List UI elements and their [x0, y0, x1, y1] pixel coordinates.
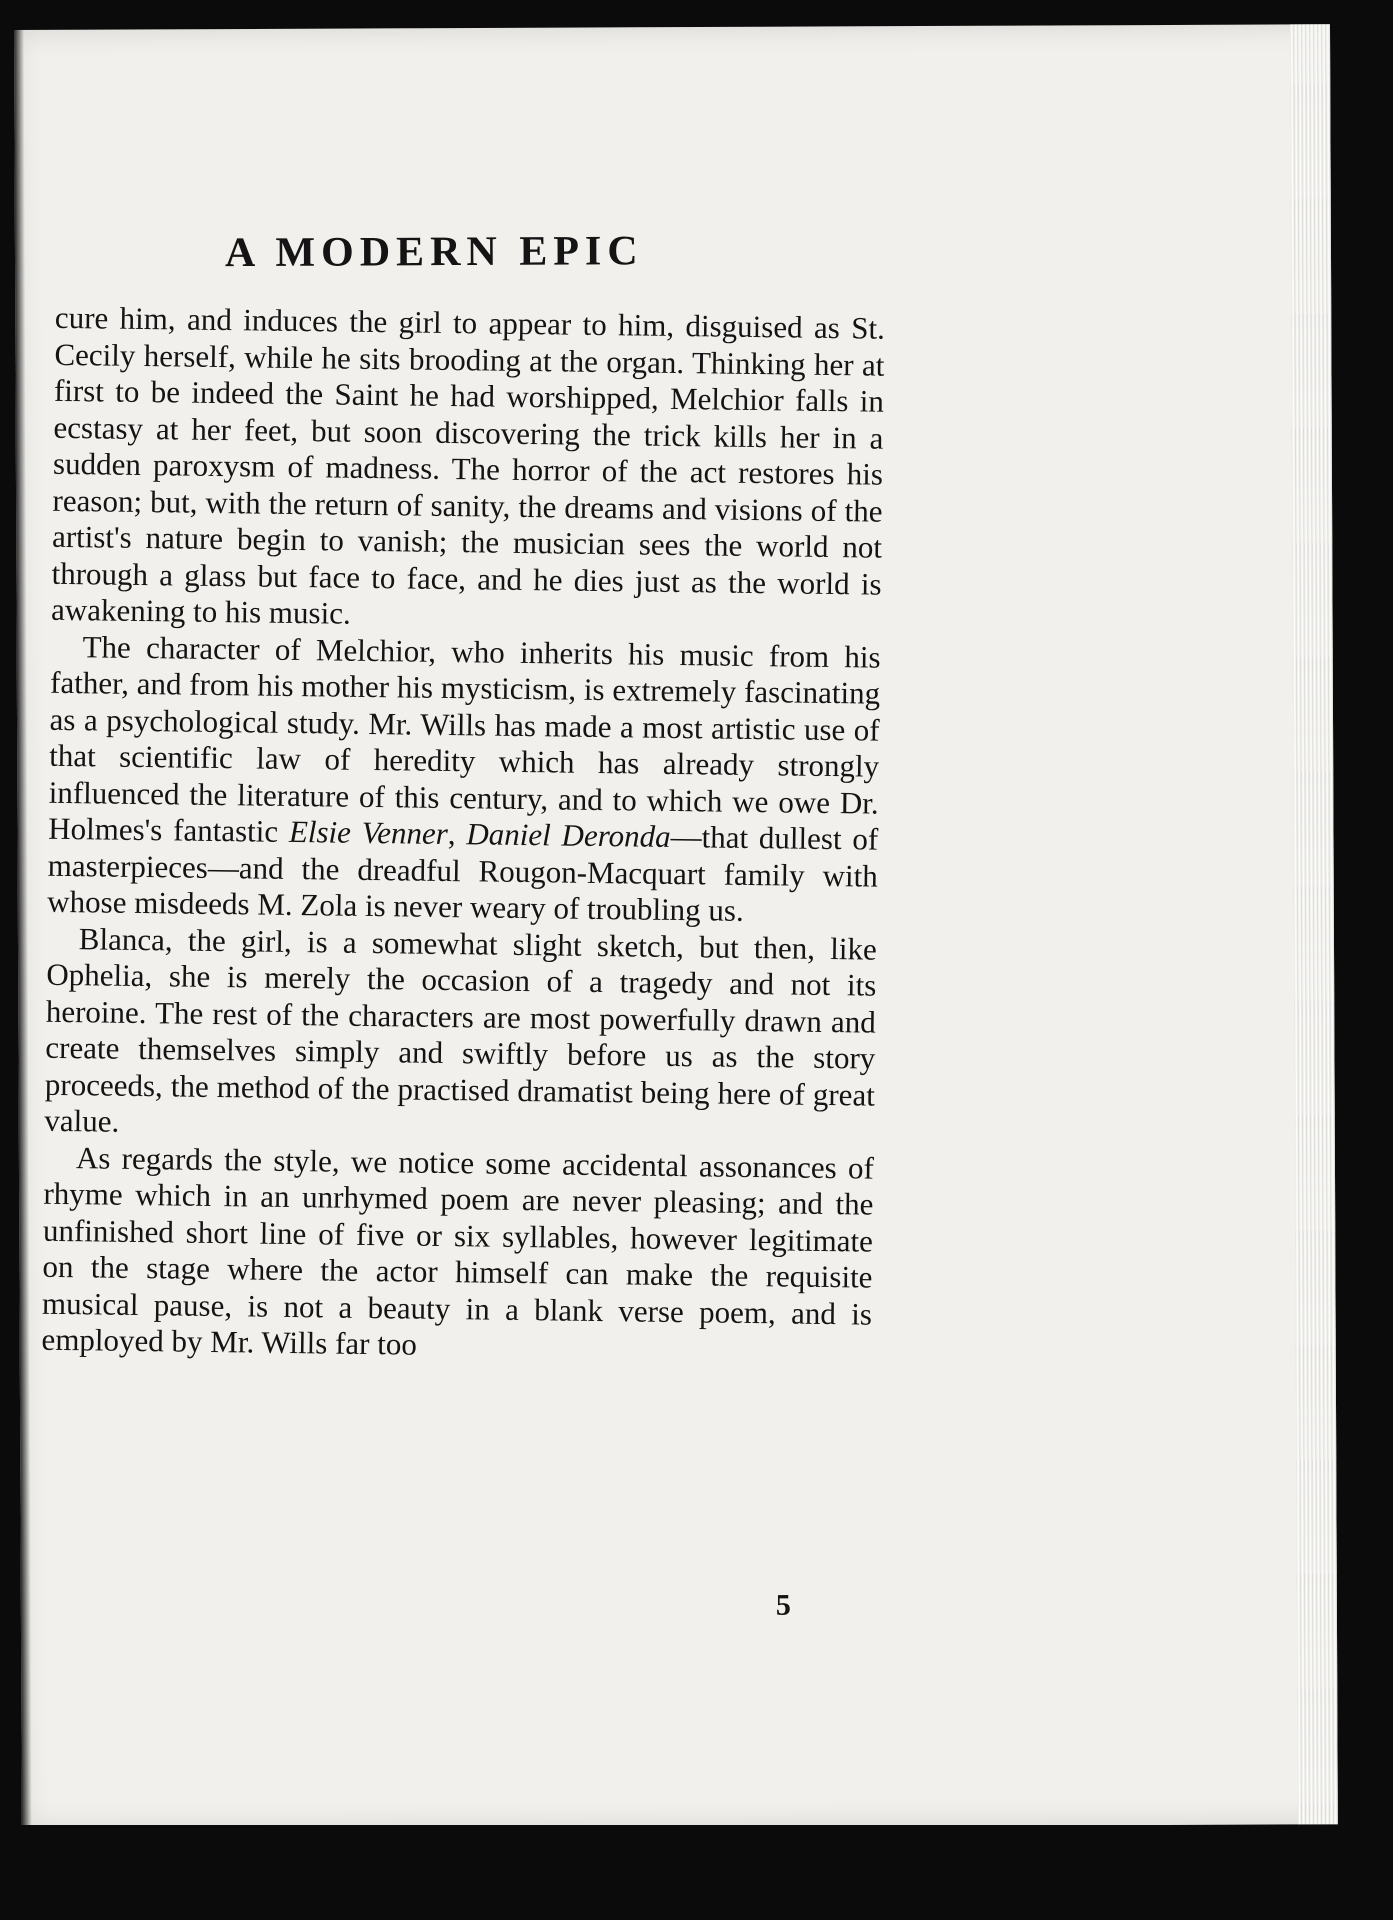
page-edge	[1290, 24, 1338, 1824]
paragraph-2-tail: —that dullest of masterpieces—and the dreadful Rougon-Macquart family with whose misdeeds M. Zola is never weary of troubling us.	[47, 818, 879, 928]
title-separator: ,	[447, 816, 467, 852]
page-number: 5	[775, 1588, 791, 1622]
book-page	[14, 24, 1338, 1830]
body-text	[41, 300, 885, 1369]
paragraph-1: cure him, and induces the girl to appear to him, disguised as St. Cecily herself, while he sits brooding at the organ. Thinking her at first to be indeed the Saint he had worshipped, Melchior falls in ecstasy at her feet, but soon discovering the trick kills her in a sudden paroxysm of madness. The horror of the act restores his reason; but, with the return of sanity, the dreams and visions of the artist's nature begin to vanish; the musician sees the world not through a glass but face to face, and he dies just as the world is awakening to his music.	[50, 299, 886, 631]
scan-bottom-border	[0, 1825, 1393, 1920]
book-title-daniel-deronda: Daniel Deronda	[466, 816, 671, 854]
running-head: A MODERN EPIC	[224, 228, 644, 277]
paragraph-2-text: The character of Melchior, who inherits his music from his father, and from his mother his mysticism, is extremely fascinating as a psychological study. Mr. Wills has made a most artistic use of that scientific law of heredity which has already strongly influenced the literature of this century, and to which we owe Dr. Holmes's fantastic	[48, 628, 881, 849]
paragraph-4: As regards the style, we notice some accidental assonances of rhyme which in an unrhymed poem are never pleasing; and the unfinished short line of five or six syllables, however legitimate on the stage where the actor himself can make the requisite musical pause, is not a beauty in a blank verse poem, and is employed by Mr. Wills far too	[41, 1139, 875, 1362]
paragraph-3: Blanca, the girl, is a somewhat slight sketch, but then, like Ophelia, she is merely the occasion of a tragedy and not its heroine. The rest of the characters are most powerfully drawn and create themselves simply and swiftly before us as the story proceeds, the method of the practised dramatist being here of great value.	[44, 920, 877, 1139]
book-title-elsie-venner: Elsie Venner	[288, 813, 449, 852]
binding-shadow	[14, 30, 32, 1830]
paragraph-2	[47, 628, 881, 931]
